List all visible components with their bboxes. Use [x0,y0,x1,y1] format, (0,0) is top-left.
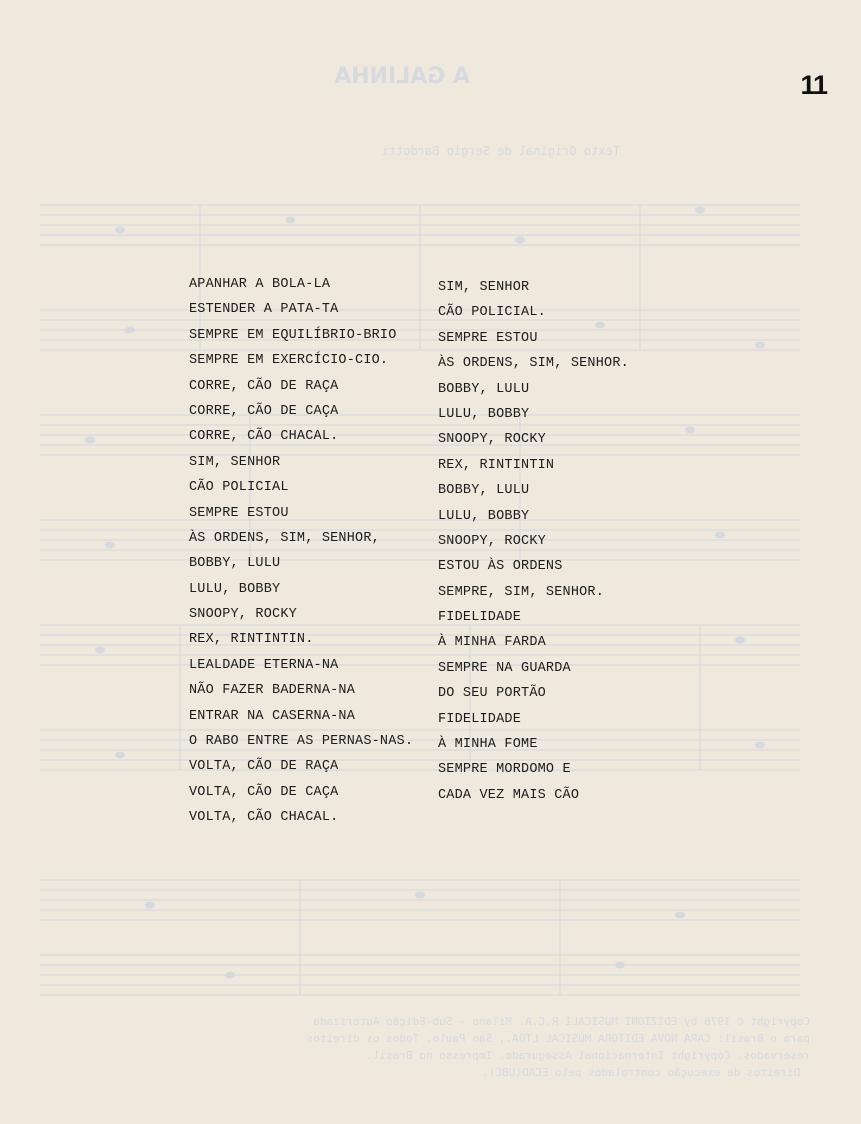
lyric-line: CÃO POLICIAL. [438,305,546,321]
lyric-line: LEALDADE ETERNA-NA [189,657,339,673]
lyric-line: CADA VEZ MAIS CÃO [438,787,580,803]
lyric-line: SEMPRE NA GUARDA [438,660,571,676]
lyric-line: LULU, BOBBY [189,581,281,597]
lyric-line: ÀS ORDENS, SIM, SENHOR. [438,356,629,372]
lyric-line: SIM, SENHOR [438,280,530,295]
bleed-copyright-2: para o Brasil: CARA NOVA EDITORA MUSICAL LTDA., São Paulo. Todos os direitos [306,1032,810,1045]
lyric-line: SNOOPY, ROCKY [189,607,297,623]
lyric-line: FIDELIDADE [438,610,522,626]
lyric-line: NÃO FAZER BADERNA-NA [189,683,356,699]
bleed-copyright-4: Direitos de execução controlados pelo ECAD(UBC). [482,1066,800,1079]
lyric-line: SNOOPY, ROCKY [438,432,546,448]
lyric-line: SEMPRE, SIM, SENHOR. [438,584,605,600]
bleed-title: A GALINHA [334,64,470,89]
page-number: 11 [800,70,827,100]
lyric-line: ÀS ORDENS, SIM, SENHOR, [189,530,380,546]
lyric-line: O RABO ENTRE AS PERNAS-NAS. [189,734,414,750]
lyric-line: VOLTA, CÃO DE CAÇA [189,784,339,800]
lyric-line: SEMPRE ESTOU [438,330,538,346]
lyric-line: SEMPRE EM EQUILÍBRIO-BRIO [189,327,397,343]
lyric-line: FIDELIDADE [438,711,522,727]
lyric-line: CORRE, CÃO DE CAÇA [189,403,339,419]
bleed-copyright-3: reservados. Copyright Internacional Assegurado. Impresso no Brasil. [366,1049,810,1062]
lyric-line: SIM, SENHOR [189,454,281,470]
lyric-line: LULU, BOBBY [438,508,530,524]
lyrics-right-column [438,275,629,808]
lyric-line: LULU, BOBBY [438,406,530,422]
lyric-line: ESTOU ÀS ORDENS [438,559,563,575]
lyric-line: APANHAR A BOLA-LA [189,277,331,292]
bleed-copyright-1: Copyright © 1976 by EDIZIONI MUSICALI R.C.A. Milano - Sub-Edição Autorizada [313,1015,810,1028]
lyric-line: ENTRAR NA CASERNA-NA [189,708,356,724]
lyric-line: VOLTA, CÃO DE RAÇA [189,759,339,775]
lyric-line: À MINHA FOME [438,737,538,753]
lyric-line: BOBBY, LULU [438,483,530,499]
lyric-line: BOBBY, LULU [438,381,530,397]
bleed-credit: Texto Original de Sergio Bardotti [381,144,620,158]
lyric-line: CÃO POLICIAL [189,480,289,496]
lyric-line: SNOOPY, ROCKY [438,533,546,549]
lyric-line: CORRE, CÃO CHACAL. [189,429,339,445]
lyric-line: SEMPRE MORDOMO E [438,762,571,778]
lyric-line: DO SEU PORTÃO [438,686,546,702]
lyrics-left-column [189,272,413,831]
lyric-line: SEMPRE EM EXERCÍCIO-CIO. [189,353,389,369]
lyric-line: REX, RINTINTIN. [189,632,314,648]
lyric-line: REX, RINTINTIN [438,457,555,473]
lyric-line: SEMPRE ESTOU [189,505,289,521]
lyric-line: ESTENDER A PATA-TA [189,302,339,318]
lyric-line: CORRE, CÃO DE RAÇA [189,378,339,394]
lyric-line: VOLTA, CÃO CHACAL. [189,810,339,826]
lyric-line: À MINHA FARDA [438,635,546,651]
lyric-line: BOBBY, LULU [189,556,281,572]
